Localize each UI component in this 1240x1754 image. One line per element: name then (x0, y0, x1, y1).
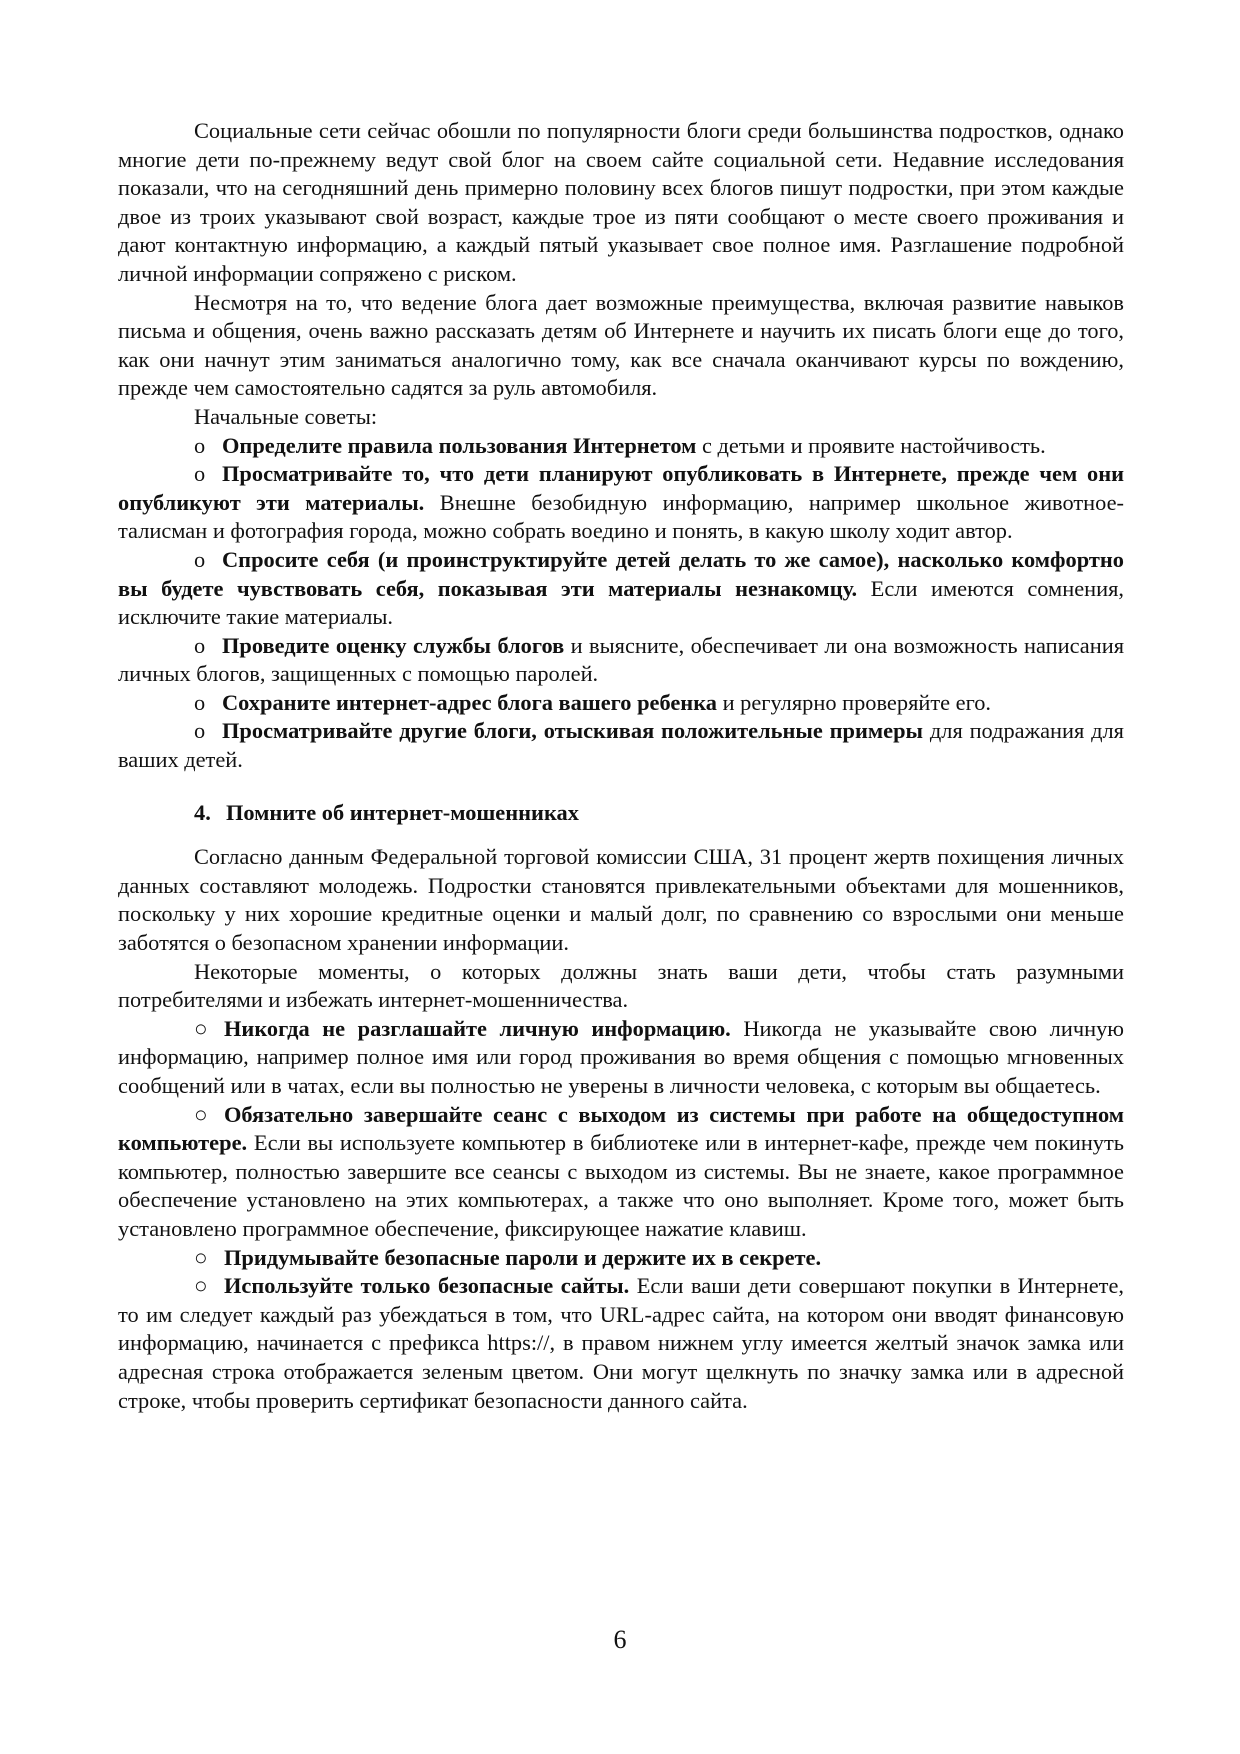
tip-bold: Проведите оценку службы блогов (222, 632, 565, 658)
tip-item (118, 1244, 1124, 1273)
bullet-marker: ○ (194, 1273, 208, 1299)
tip-item (118, 1272, 1124, 1415)
paragraph-initial-tips: Начальные советы: (194, 403, 378, 429)
tip-item (118, 632, 1124, 689)
tip-item (118, 717, 1124, 774)
tip-bold: Обязательно завершайте сеанс с выходом из системы при работе на общедоступном компьютере. (118, 1101, 1124, 1156)
tip-bold: Придумывайте безопасные пароли и держите их в секрете. (224, 1244, 822, 1270)
tip-item (118, 1015, 1124, 1101)
bullet-marker: o (194, 432, 206, 458)
tip-bold: Просматривайте другие блоги, отыскивая положительные примеры (222, 718, 924, 744)
tip-text: Если имеются сомнения, исключите такие материалы. (118, 575, 1124, 630)
tip-item (118, 546, 1124, 632)
tip-bold: Просматривайте то, что дети планируют опубликовать в Интернете, прежде чем они опубликуют эти материалы. (118, 461, 1124, 515)
bullet-marker: o (194, 546, 206, 572)
tip-item (118, 1101, 1124, 1244)
tip-text: Никогда не указывайте свою личную информацию, например полное имя или город проживания во время общения с помощью мгновенных сообщений или в чатах, если вы полностью не уверены в личности человека, с которым вы общаетесь. (118, 1015, 1124, 1098)
tip-text: и выясните, обеспечивает ли она возможность написания личных блогов, защищенных с помощью паролей. (118, 632, 1124, 687)
tip-bold: Определите правила пользования Интернетом (222, 432, 697, 458)
section-heading (118, 799, 1124, 828)
bullet-marker: ○ (194, 1244, 208, 1270)
tip-text: Внешне безобидную информацию, например школьное животное-талисман и фотография города, можно собрать воедино и понять, в какую школу ходит автор. (118, 489, 1125, 544)
tip-text: Если вы используете компьютер в библиотеке или в интернет-кафе, прежде чем покинуть компьютер, полностью завершите все сеансы с выходом из системы. Вы не знаете, какое программное обеспечение установлено на этих компьютерах, а также что оно выполняет. Кроме того, может быть установлено программное обеспечение, фиксирующее нажатие клавиш. (118, 1130, 1124, 1241)
bullet-marker: o (194, 689, 206, 715)
tip-bold: Никогда не разглашайте личную информацию. (224, 1015, 731, 1041)
tip-item (118, 689, 1124, 718)
page-number: 6 (613, 1625, 627, 1654)
paragraph-fraud-points: Некоторые моменты, о которых должны знать ваши дети, чтобы стать разумными потребителями и избежать интернет-мошенничества. (118, 958, 1124, 1013)
paragraph-social-networks: Социальные сети сейчас обошли по популярности блоги среди большинства подростков, однако многие дети по-прежнему ведут свой блог на своем сайте социальной сети. Недавние исследования показали, что на сегодняшний день примерно половину всех блогов пишут подростки, при этом каждые двое из троих указывают свой возраст, каждые трое из пяти сообщают о месте своего проживания и дают контактную информацию, а каждый пятый указывает свое полное имя. Разглашение подробной личной информации сопряжено с риском. (118, 118, 1124, 286)
tip-item (118, 432, 1124, 461)
bullet-marker: ○ (194, 1101, 208, 1127)
section-title: Помните об интернет-мошенниках (226, 799, 579, 825)
tip-text: для подражания для ваших детей. (118, 718, 1124, 773)
tip-bold: Сохраните интернет-адрес блога вашего ребенка (222, 689, 717, 715)
tip-text: с детьми и проявите настойчивость. (696, 432, 1046, 458)
tip-text: и регулярно проверяйте его. (716, 689, 992, 715)
paragraph-ftc-data: Согласно данным Федеральной торговой комиссии США, 31 процент жертв похищения личных данных составляют молодежь. Подростки становятся привлекательными объектами для мошенников, поскольку у них хорошие кредитные оценки и малый долг, по сравнению со взрослыми они меньше заботятся о безопасном хранении информации. (118, 844, 1124, 956)
bullet-marker: o (194, 632, 206, 658)
bullet-marker: o (194, 461, 206, 487)
tip-bold: Спросите себя (и проинструктируйте детей делать то же самое), насколько комфортно вы будете чувствовать себя, показывая эти материалы незнакомцу. (118, 546, 1124, 601)
tip-item (118, 460, 1124, 546)
tip-bold: Используйте только безопасные сайты. (224, 1273, 630, 1299)
section-number: 4. (194, 799, 211, 825)
page-content (118, 117, 1124, 1415)
bullet-marker: o (194, 718, 206, 744)
tip-text: Если ваши дети совершают покупки в Интернете, то им следует каждый раз убеждаться в том, что URL-адрес сайта, на котором они вводят финансовую информацию, начинается с префикса https://, в правом нижнем углу имеется желтый значок замка или адресная строка отображается зеленым цветом. Они могут щелкнуть по значку замка или в адресной строке, чтобы проверить сертификат безопасности данного сайта. (118, 1273, 1124, 1413)
bullet-marker: ○ (194, 1015, 208, 1041)
paragraph-blog-benefits: Несмотря на то, что ведение блога дает возможные преимущества, включая развитие навыков письма и общения, очень важно рассказать детям об Интернете и научить их писать блоги еще до того, как они начнут этим заниматься аналогично тому, как все сначала оканчивают курсы по вождению, прежде чем самостоятельно садятся за руль автомобиля. (118, 289, 1124, 401)
